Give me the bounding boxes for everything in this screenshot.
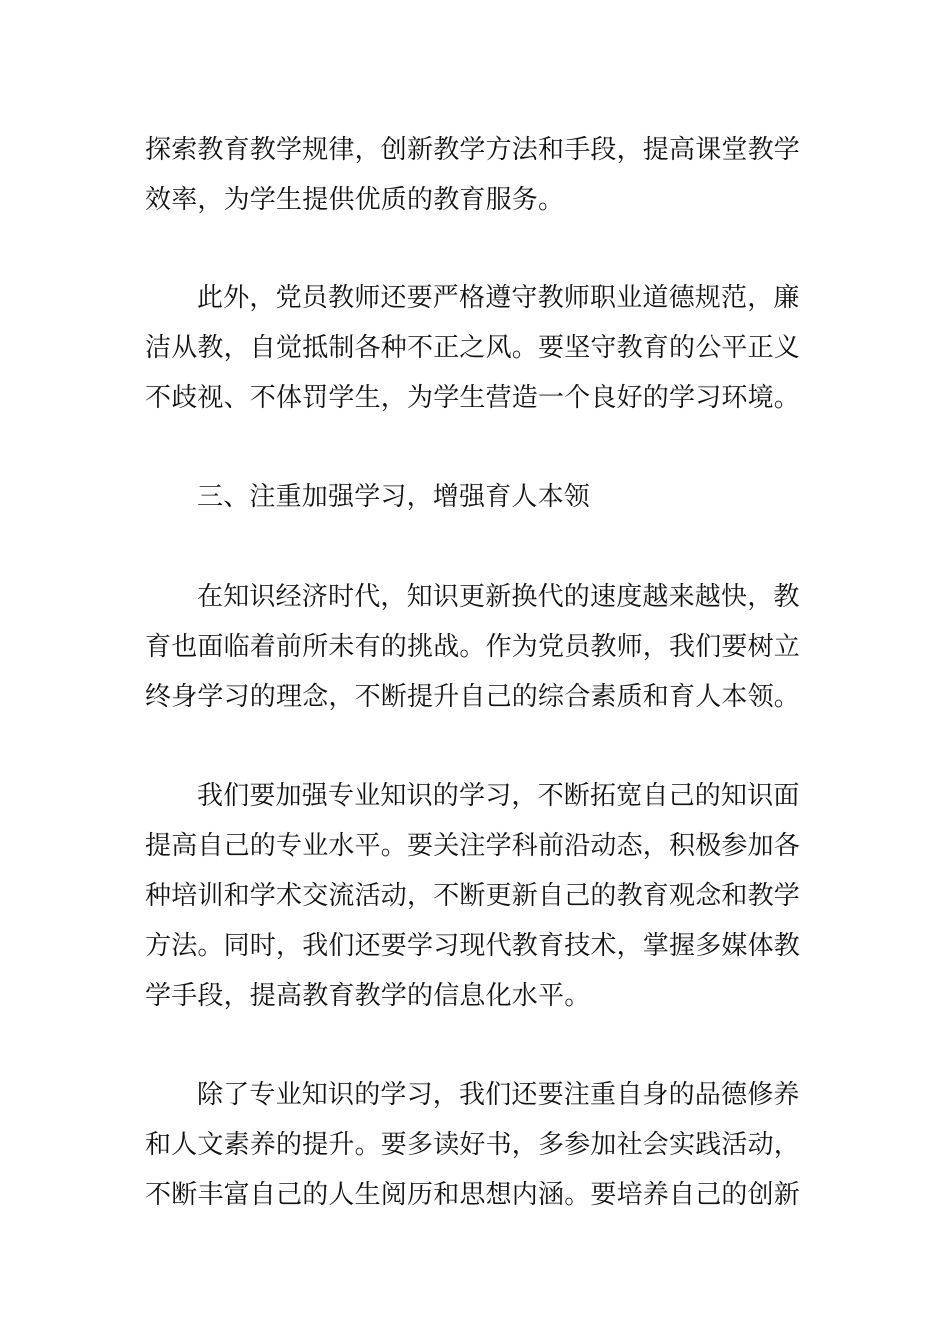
section-heading (145, 472, 810, 522)
paragraph-ethics (145, 273, 810, 423)
text-line: 种培训和学术交流活动，不断更新自己的教育观念和教学 (145, 881, 801, 911)
paragraph-knowledge-era (145, 572, 810, 722)
text-line: 和人文素养的提升。要多读好书，多参加社会实践活动， (145, 1130, 801, 1160)
paragraph-moral-cultivation (145, 1070, 810, 1220)
text-line: 在知识经济时代，知识更新换代的速度越来越快，教 (197, 582, 800, 612)
text-line: 提高自己的专业水平。要关注学科前沿动态，积极参加各 (145, 831, 801, 861)
text-line: 方法。同时，我们还要学习现代教育技术，掌握多媒体教 (145, 931, 801, 961)
text-line: 终身学习的理念，不断提升自己的综合素质和育人本领。 (145, 682, 801, 712)
text-line: 洁从教，自觉抵制各种不正之风。要坚守教育的公平正义 (145, 333, 801, 363)
text-line: 我们要加强专业知识的学习，不断拓宽自己的知识面 (197, 781, 800, 811)
text-line: 育也面临着前所未有的挑战。作为党员教师，我们要树立 (145, 632, 801, 662)
paragraph-professional-learning (145, 771, 810, 1021)
heading-line: 三、注重加强学习，增强育人本领 (197, 482, 591, 512)
text-line: 不断丰富自己的人生阅历和思想内涵。要培养自己的创新 (145, 1180, 801, 1210)
text-line: 探索教育教学规律，创新教学方法和手段，提高课堂教学 (145, 135, 801, 165)
text-line: 不歧视、不体罚学生，为学生营造一个良好的学习环境。 (145, 383, 801, 413)
text-line: 效率，为学生提供优质的教育服务。 (145, 185, 565, 215)
text-line: 学手段，提高教育教学的信息化水平。 (145, 981, 591, 1011)
text-line: 此外，党员教师还要严格遵守教师职业道德规范，廉 (197, 283, 800, 313)
paragraph-continued (145, 125, 810, 225)
text-line: 除了专业知识的学习，我们还要注重自身的品德修养 (197, 1080, 800, 1110)
